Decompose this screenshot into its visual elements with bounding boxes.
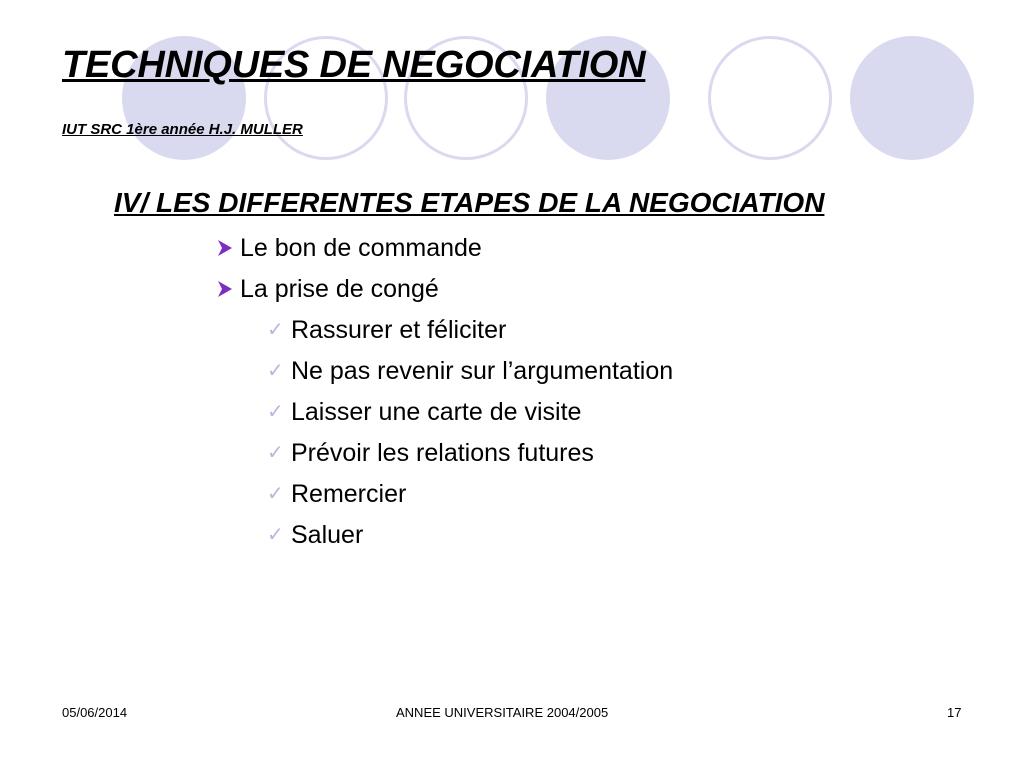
decor-circle-5	[708, 36, 832, 160]
sub-item	[267, 315, 506, 345]
slide-subtitle: IUT SRC 1ère année H.J. MULLER	[62, 121, 303, 138]
arrow-bullet-icon	[216, 234, 240, 264]
checkmark-icon: ✓	[267, 442, 284, 464]
footer-center-text: ANNEE UNIVERSITAIRE 2004/2005	[396, 705, 609, 720]
sub-item	[267, 397, 581, 427]
bullet-item	[216, 233, 482, 264]
sub-item-label: Prévoir les relations futures	[291, 439, 594, 467]
checkmark-icon: ✓	[267, 319, 284, 341]
page-number: 17	[947, 705, 962, 720]
bullet-label: Le bon de commande	[240, 234, 482, 262]
footer-date: 05/06/2014	[62, 705, 128, 720]
decor-circle-6	[850, 36, 974, 160]
checkmark-icon: ✓	[267, 401, 284, 423]
checkmark-icon: ✓	[267, 524, 284, 546]
sub-item-label: Ne pas revenir sur l’argumentation	[291, 357, 674, 385]
sub-item-label: Rassurer et féliciter	[291, 316, 507, 344]
sub-item	[267, 520, 363, 550]
sub-item-label: Laisser une carte de visite	[291, 398, 582, 426]
sub-item-label: Remercier	[291, 480, 407, 508]
arrow-bullet-icon	[216, 275, 240, 305]
bullet-label: La prise de congé	[240, 275, 439, 303]
sub-item	[267, 356, 673, 386]
checkmark-icon: ✓	[267, 360, 284, 382]
sub-item	[267, 438, 594, 468]
sub-item	[267, 479, 406, 509]
sub-item-label: Saluer	[291, 521, 364, 549]
bullet-item	[216, 274, 439, 305]
section-heading: IV/ LES DIFFERENTES ETAPES DE LA NEGOCIATION	[114, 187, 825, 218]
slide-title: TECHNIQUES DE NEGOCIATION	[62, 44, 646, 86]
checkmark-icon: ✓	[267, 483, 284, 505]
